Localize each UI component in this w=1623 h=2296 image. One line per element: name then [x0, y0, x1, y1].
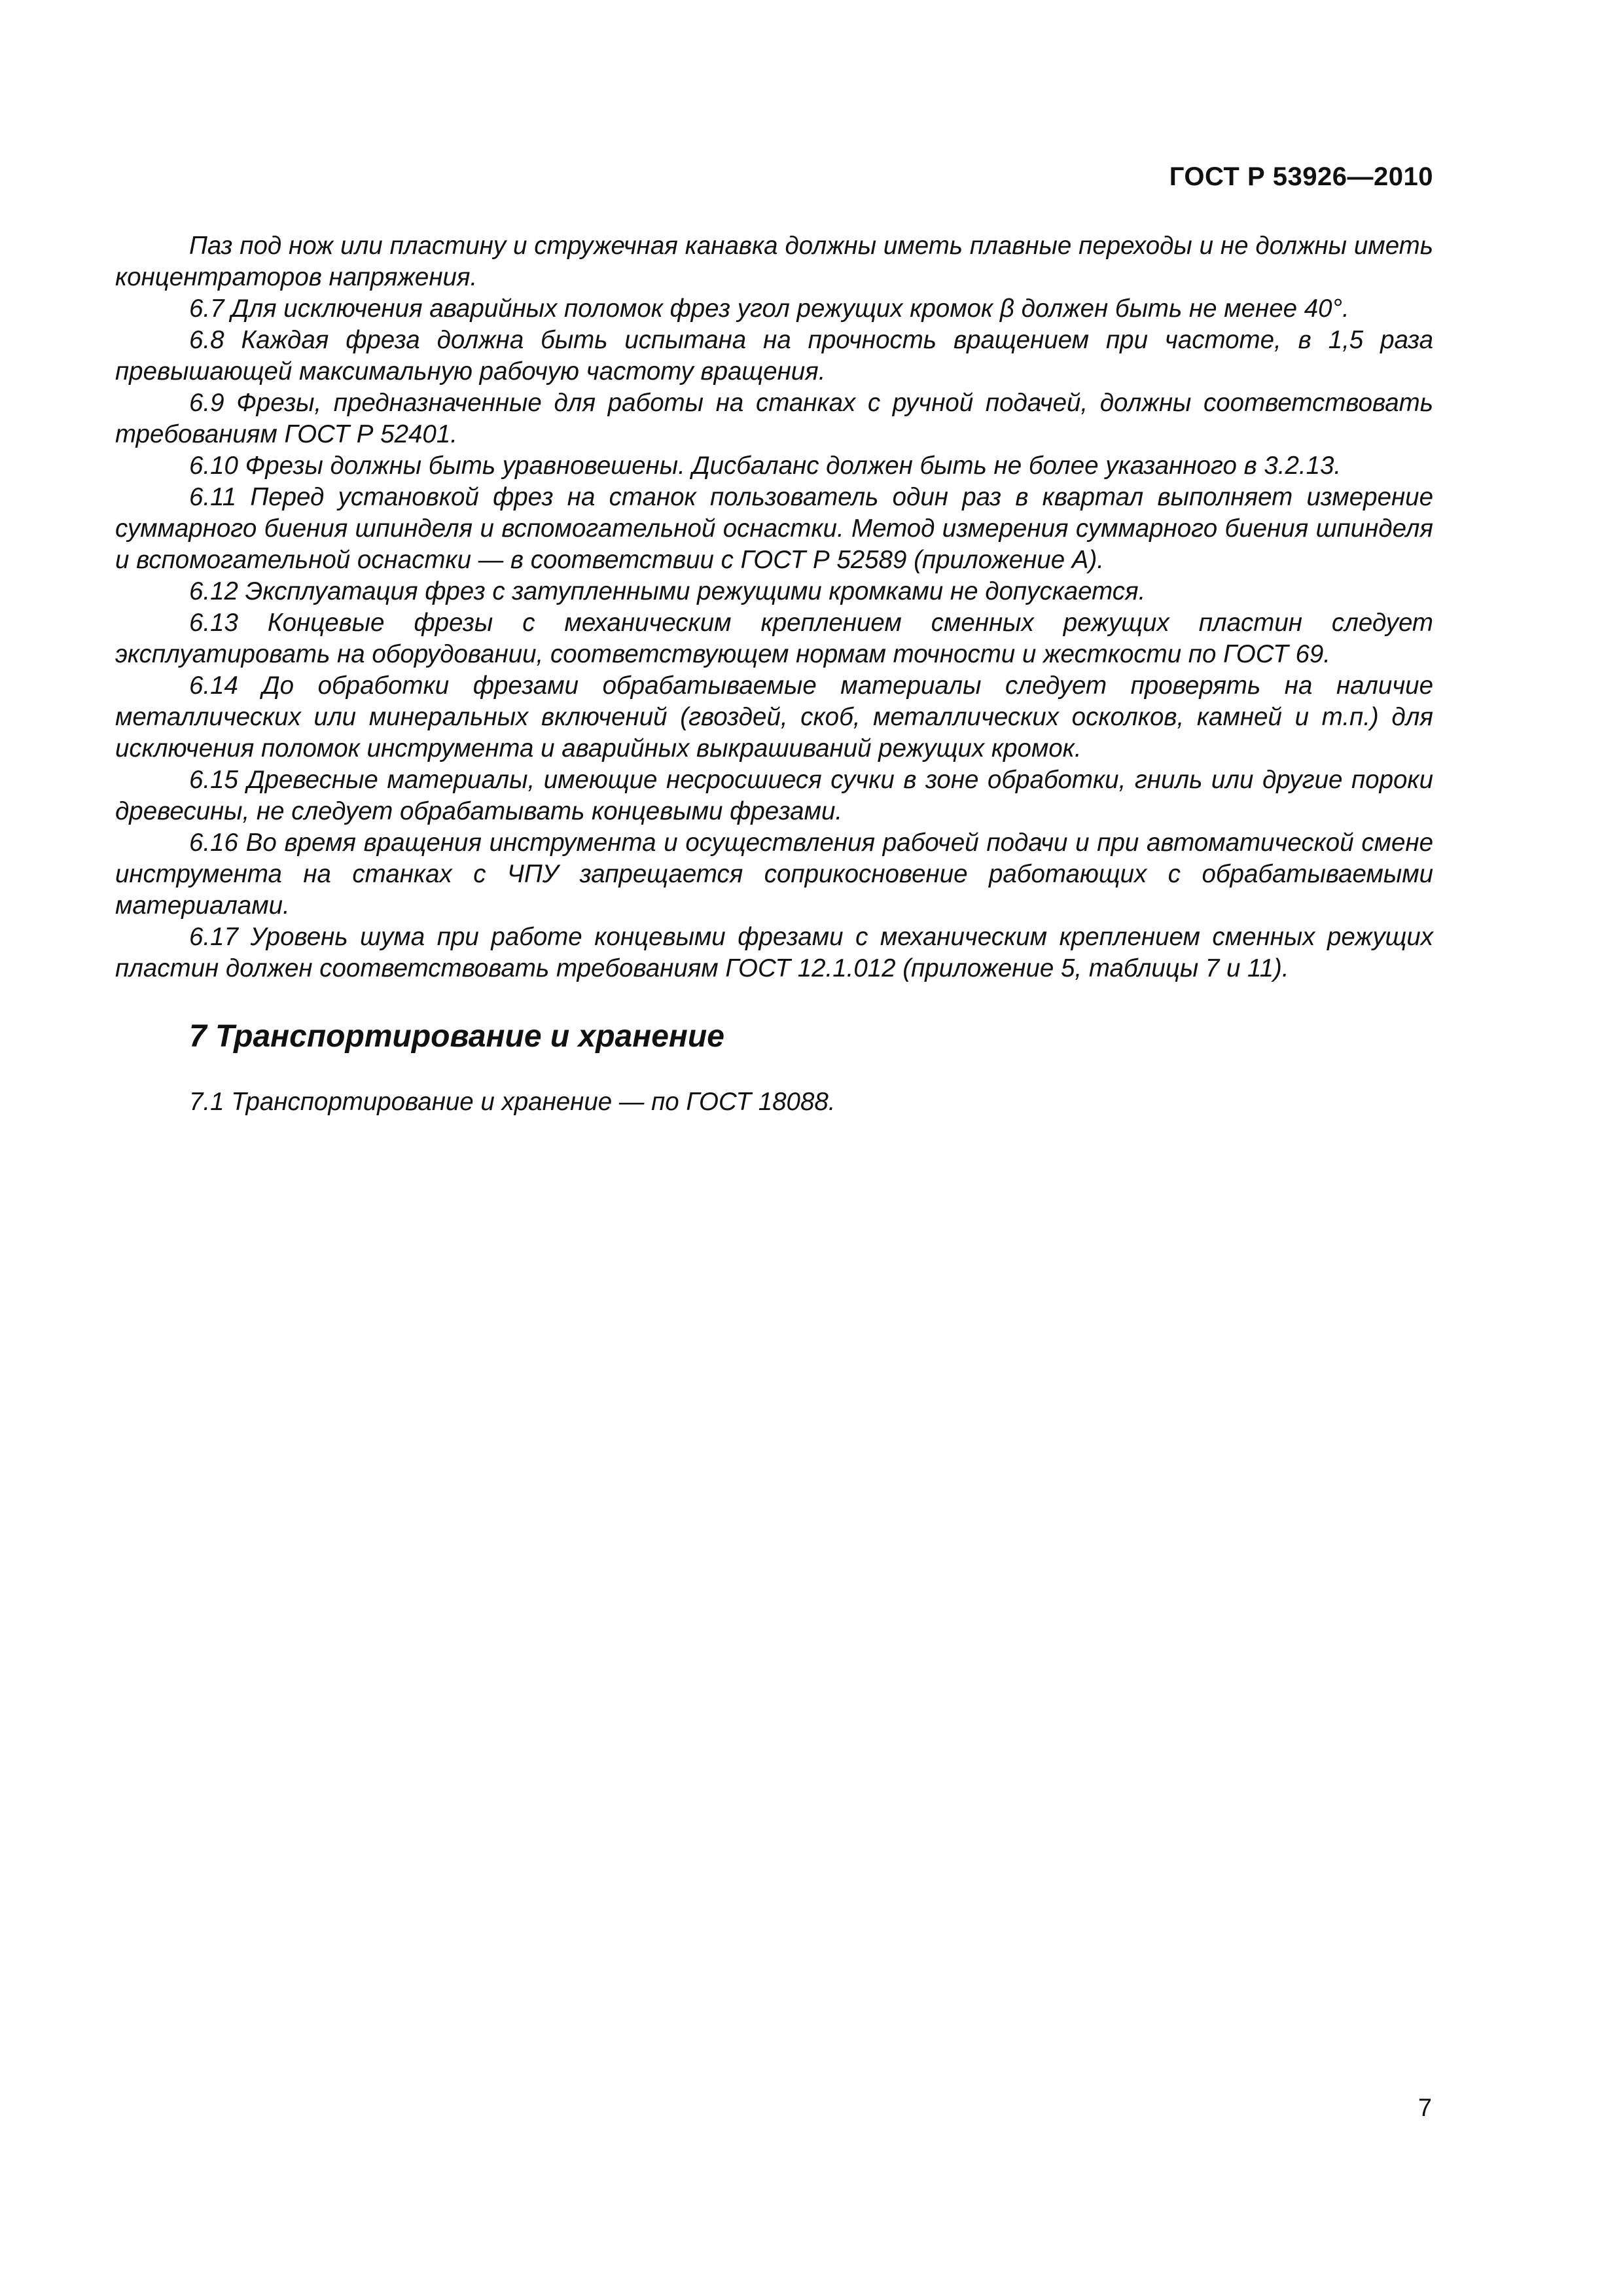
paragraph-6-17: 6.17 Уровень шума при работе концевыми фрезами с механическим креплением сменных режущих пластин должен соответствовать требованиям ГОСТ 12.1.012 (приложение 5, таблицы 7 и 11). [115, 923, 1433, 982]
body-text [115, 230, 1433, 984]
document-header: ГОСТ Р 53926—2010 [1169, 162, 1433, 191]
paragraph-6-13: 6.13 Концевые фрезы с механическим креплением сменных режущих пластин следует эксплуатировать на оборудовании, соответствующем нормам точности и жесткости по ГОСТ 69. [115, 609, 1433, 668]
paragraph-6-16: 6.16 Во время вращения инструмента и осуществления рабочей подачи и при автоматической смене инструмента на станках с ЧПУ запрещается соприкосновение работающих с обрабатываемыми материалами. [115, 829, 1433, 920]
paragraph-7-1: 7.1 Транспортирование и хранение — по ГОСТ 18088. [189, 1088, 836, 1116]
paragraph-6-10: 6.10 Фрезы должны быть уравновешены. Дисбаланс должен быть не более указанного в 3.2.13. [189, 452, 1342, 480]
section-heading: 7 Транспортирование и хранение [189, 1019, 724, 1054]
paragraph-groove: Паз под нож или пластину и стружечная канавка должны иметь плавные переходы и не должны иметь концентраторов напряжения. [115, 232, 1433, 291]
paragraph-6-15: 6.15 Древесные материалы, имеющие несросшиеся сучки в зоне обработки, гниль или другие пороки древесины, не следует обрабатывать концевыми фрезами. [115, 766, 1433, 825]
paragraph-6-14: 6.14 До обработки фрезами обрабатываемые материалы следует проверять на наличие металлических или минеральных включений (гвоздей, скоб, металлических осколков, камней и т.п.) для исключения поломок инструмента и аварийных выкрашиваний режущих кромок. [115, 672, 1433, 762]
paragraph-6-11: 6.11 Перед установкой фрез на станок пользователь один раз в квартал выполняет измерение суммарного биения шпинделя и вспомогательной оснастки. Метод измерения суммарного биения шпинделя и вспомогательной оснастки — в соответствии с ГОСТ Р 52589 (приложение А). [115, 483, 1433, 574]
paragraph-6-9: 6.9 Фрезы, предназначенные для работы на станках с ручной подачей, должны соответствовать требованиям ГОСТ Р 52401. [115, 389, 1433, 448]
paragraph-6-7: 6.7 Для исключения аварийных поломок фрез угол режущих кромок β должен быть не менее 40°. [189, 295, 1349, 323]
paragraph-6-8: 6.8 Каждая фреза должна быть испытана на прочность вращением при частоте, в 1,5 раза превышающей максимальную рабочую частоту вращения. [115, 326, 1433, 386]
page-number: 7 [1418, 2094, 1432, 2122]
paragraph-6-12: 6.12 Эксплуатация фрез с затупленными режущими кромками не допускается. [189, 577, 1146, 605]
